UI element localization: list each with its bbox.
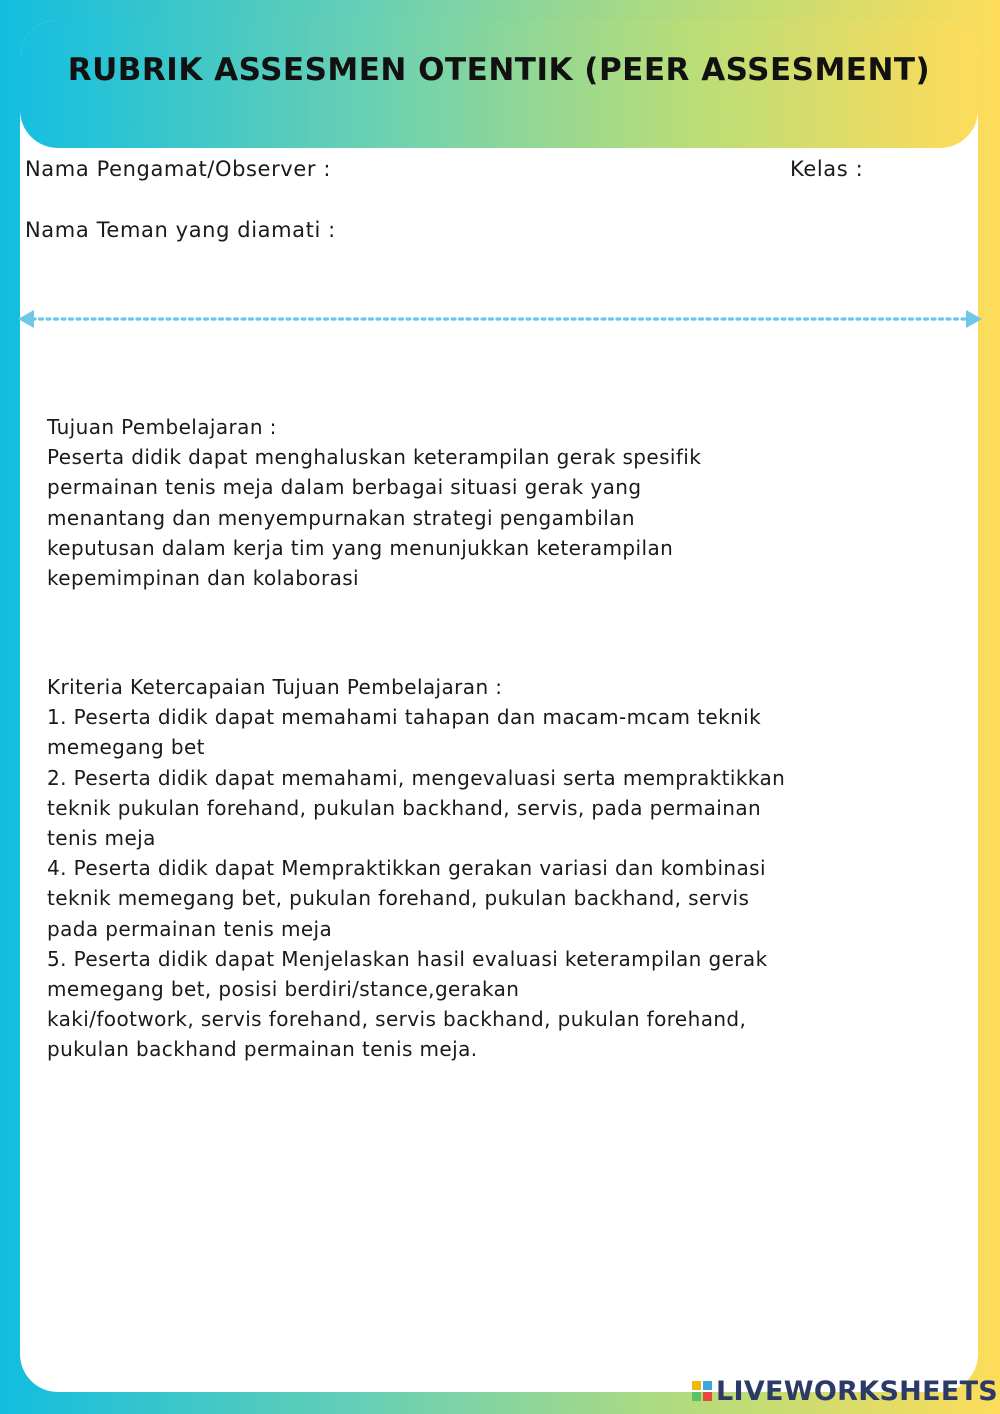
criteria-line: pada permainan tenis meja: [47, 916, 333, 941]
learning-goal-line: Peserta didik dapat menghaluskan keterampilan gerak spesifik: [47, 445, 702, 470]
learning-goal-line: keputusan dalam kerja tim yang menunjukkan keterampilan: [47, 535, 674, 560]
class-label: Kelas :: [790, 157, 864, 181]
logo-text: LIVEWORKSHEETS: [716, 1375, 999, 1407]
criteria-heading: Kriteria Ketercapaian Tujuan Pembelajaran :: [47, 675, 503, 699]
logo-mark-icon: [692, 1381, 712, 1401]
learning-goal-line: kepemimpinan dan kolaborasi: [47, 566, 360, 591]
dotted-arrow-divider: [18, 308, 982, 330]
liveworksheets-logo[interactable]: [692, 1374, 998, 1408]
criteria-line: memegang bet: [47, 735, 205, 760]
learning-goal-section: [47, 412, 859, 593]
criteria-line: memegang bet, posisi berdiri/stance,gerakan: [47, 977, 520, 1002]
learning-goal-line: permainan tenis meja dalam berbagai situasi gerak yang: [47, 475, 642, 500]
arrow-right-icon: [966, 310, 982, 328]
observer-name-label: Nama Pengamat/Observer :: [25, 157, 332, 181]
criteria-line: 2. Peserta didik dapat memahami, mengevaluasi serta mempraktikkan: [47, 765, 786, 790]
criteria-line: teknik memegang bet, pukulan forehand, pukulan backhand, servis: [47, 886, 750, 911]
criteria-line: 4. Peserta didik dapat Mempraktikkan gerakan variasi dan kombinasi: [47, 856, 766, 881]
criteria-line: pukulan backhand permainan tenis meja.: [47, 1037, 478, 1062]
criteria-line: 1. Peserta didik dapat memahami tahapan dan macam-mcam teknik: [47, 705, 762, 730]
criteria-line: kaki/footwork, servis forehand, servis backhand, pukulan forehand,: [47, 1007, 747, 1032]
criteria-section: [47, 672, 947, 1065]
learning-goal-line: menantang dan menyempurnakan strategi pengambilan: [47, 505, 635, 530]
criteria-line: 5. Peserta didik dapat Menjelaskan hasil evaluasi keterampilan gerak: [47, 946, 768, 971]
learning-goal-heading: Tujuan Pembelajaran :: [47, 415, 277, 439]
learning-goal-paragraph: [47, 442, 859, 593]
criteria-line: teknik pukulan forehand, pukulan backhand, servis, pada permainan: [47, 795, 762, 820]
arrow-left-icon: [18, 310, 34, 328]
criteria-line: tenis meja: [47, 826, 156, 851]
page-title: RUBRIK ASSESMEN OTENTIK (PEER ASSESMENT): [67, 52, 931, 88]
peer-name-label: Nama Teman yang diamati :: [25, 218, 336, 242]
